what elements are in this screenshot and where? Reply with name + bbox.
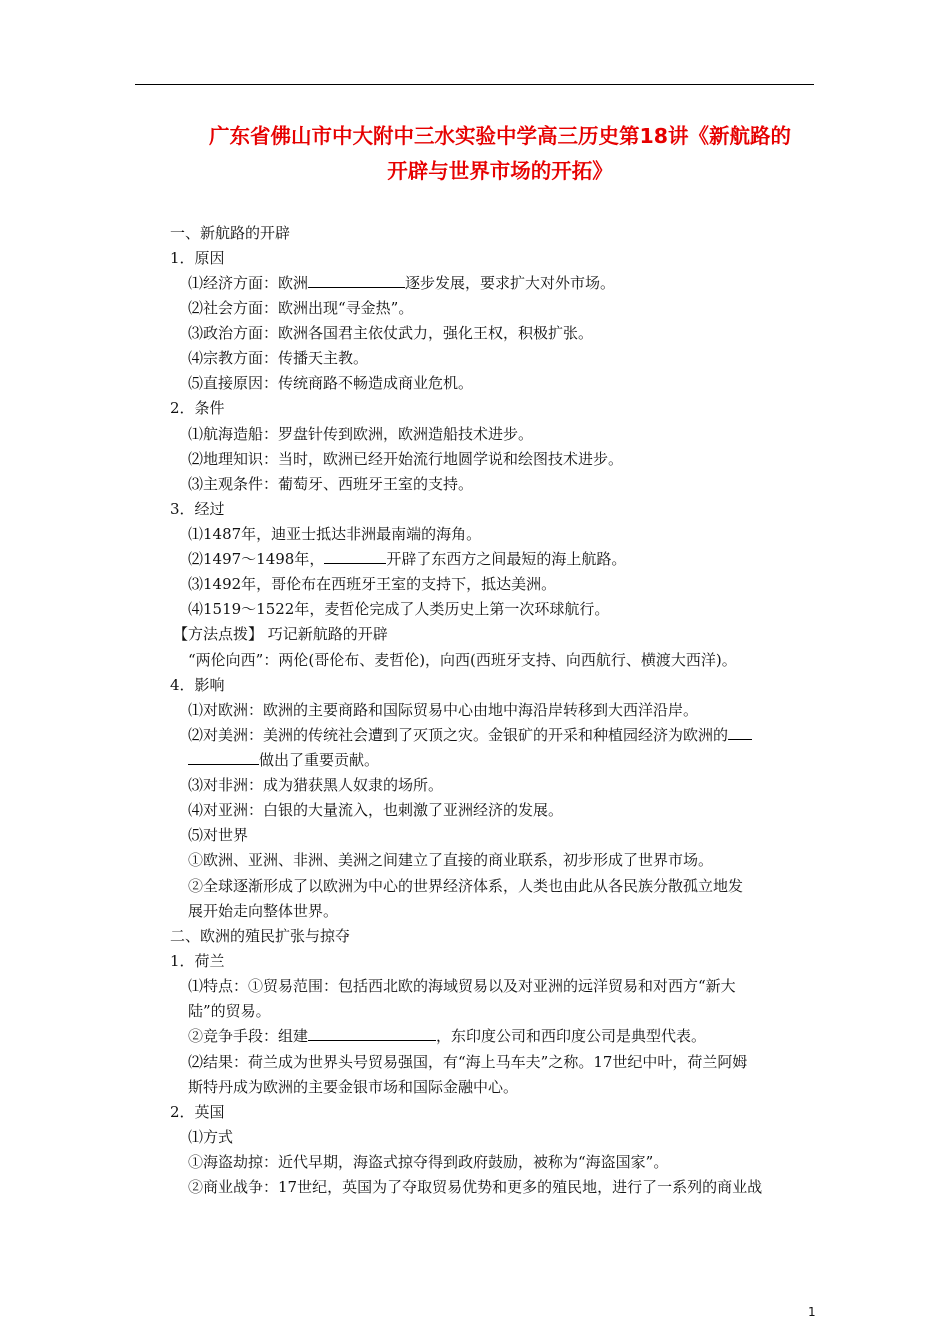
paragraph: ⑵地理知识：当时，欧洲已经开始流行地圆学说和绘图技术进步。 [188,450,624,468]
paragraph: 展开始走向整体世界。 [188,902,339,920]
paragraph: ⑷宗教方面：传播天主教。 [188,349,369,367]
paragraph [188,549,626,569]
paragraph: ⑵结果：荷兰成为世界头号贸易强国，有“海上马车夫”之称。17世纪中叶，荷兰阿姆 [188,1053,748,1071]
paragraph: ①欧洲、亚洲、非洲、美洲之间建立了直接的商业联系，初步形成了世界市场。 [188,851,714,869]
paragraph [188,273,615,293]
subsection-heading: 1．原因 [170,249,225,267]
paragraph: ⑸直接原因：传统商路不畅造成商业危机。 [188,374,474,392]
text-part: 逐步发展，要求扩大对外市场。 [405,274,616,292]
text-part: ，东印度公司和西印度公司是典型代表。 [436,1027,707,1045]
paragraph: ⑶政治方面：欧洲各国君主依仗武力，强化王权，积极扩张。 [188,324,594,342]
paragraph: 斯特丹成为欧洲的主要金银市场和国际金融中心。 [188,1078,519,1096]
subsection-heading: 2．英国 [170,1103,225,1121]
paragraph: ⑴1487年，迪亚士抵达非洲最南端的海角。 [188,525,482,543]
fill-in-blank [728,725,752,740]
page-number: 1 [808,1305,816,1319]
paragraph: ⑷1519～1522年，麦哲伦完成了人类历史上第一次环球航行。 [188,600,610,618]
paragraph: ⑶对非洲：成为猎获黑人奴隶的场所。 [188,776,444,794]
header-rule [135,84,814,85]
paragraph: ⑴特点：①贸易范围：包括西北欧的海域贸易以及对亚洲的远洋贸易和对西方“新大 [188,977,736,995]
paragraph: ②商业战争：17世纪，英国为了夺取贸易优势和更多的殖民地，进行了一系列的商业战 [188,1178,763,1196]
text-part: ⑴经济方面：欧洲 [188,274,309,292]
paragraph: ⑷对亚洲：白银的大量流入，也刺激了亚洲经济的发展。 [188,801,564,819]
paragraph: ⑵社会方面：欧洲出现“寻金热”。 [188,299,414,317]
section-heading: 二、欧洲的殖民扩张与掠夺 [170,927,351,945]
paragraph: ⑴航海造船：罗盘针传到欧洲，欧洲造船技术进步。 [188,425,534,443]
paragraph: ①海盗劫掠：近代早期，海盗式掠夺得到政府鼓励，被称为“海盗国家”。 [188,1153,669,1171]
text-part: ②竞争手段：组建 [188,1027,309,1045]
method-tip-heading: 【方法点拨】 巧记新航路的开辟 [173,625,388,643]
paragraph: ⑶1492年，哥伦布在西班牙王室的支持下，抵达美洲。 [188,575,557,593]
text-part: ⑵1497～1498年， [188,550,325,568]
paragraph [188,725,752,745]
fill-in-blank [308,273,405,288]
document-title-line-1: 广东省佛山市中大附中三水实验中学高三历史第18讲《新航路的 [208,124,792,148]
paragraph: ⑴方式 [188,1128,234,1146]
paragraph: ②全球逐渐形成了以欧洲为中心的世界经济体系，人类也由此从各民族分散孤立地发 [188,877,744,895]
subsection-heading: 4．影响 [170,676,225,694]
text-part: ⑵对美洲：美洲的传统社会遭到了灭顶之灾。金银矿的开采和种植园经济为欧洲的 [188,726,729,744]
text-part: 开辟了东西方之间最短的海上航路。 [386,550,627,568]
section-heading: 一、新航路的开辟 [170,224,291,242]
fill-in-blank [188,750,259,765]
subsection-heading: 2．条件 [170,399,225,417]
paragraph: ⑴对欧洲：欧洲的主要商路和国际贸易中心由地中海沿岸转移到大西洋沿岸。 [188,701,699,719]
fill-in-blank [308,1026,436,1041]
document-title-line-2: 开辟与世界市场的开拓》 [387,159,613,183]
paragraph: 陆”的贸易。 [188,1002,271,1020]
method-tip-body: “两伦向西”：两伦(哥伦布、麦哲伦)，向西(西班牙支持、向西航行、横渡大西洋)。 [188,651,737,669]
subsection-heading: 1．荷兰 [170,952,225,970]
paragraph [188,1026,706,1046]
fill-in-blank [324,549,386,564]
subsection-heading: 3．经过 [170,500,225,518]
paragraph [188,750,379,770]
text-part: 做出了重要贡献。 [259,751,380,769]
paragraph: ⑶主观条件：葡萄牙、西班牙王室的支持。 [188,475,474,493]
paragraph: ⑸对世界 [188,826,249,844]
